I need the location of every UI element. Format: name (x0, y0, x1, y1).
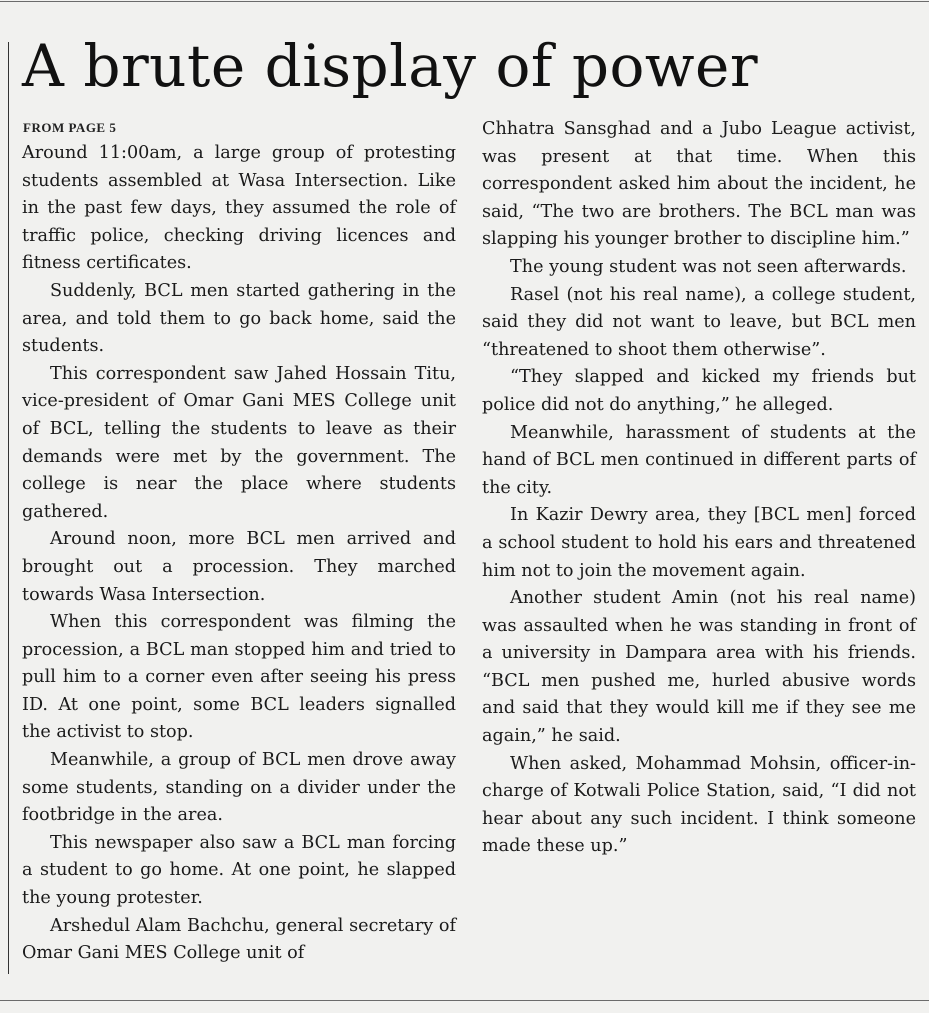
paragraph: Suddenly, BCL men started gathering in the area, and told them to go back home, said the students. (22, 280, 456, 357)
paragraph: Chhatra Sansghad and a Jubo League activist, was present at that time. When this correspondent asked him about the incident, he said, “The two are brothers. The BCL man was slapping his younger brother to discipline him.” (482, 119, 916, 250)
left-column-rule (8, 42, 9, 974)
paragraph: When asked, Mohammad Mohsin, officer-in-charge of Kotwali Police Station, said, “I did not hear about any such incident. I think someone made these up.” (482, 753, 916, 857)
paragraph: Around noon, more BCL men arrived and brought out a procession. They marched towards Wasa Intersection. (22, 529, 456, 605)
paragraph: Meanwhile, harassment of students at the hand of BCL men continued in different parts of the city. (482, 422, 916, 498)
article-column-left (22, 140, 456, 968)
paragraph: Meanwhile, a group of BCL men drove away some students, standing on a divider under the footbridge in the area. (22, 750, 456, 826)
paragraph: Around 11:00am, a large group of protesting students assembled at Wasa Intersection. Like in the past few days, they assumed the role of traffic police, checking driving licences and fitness certificates. (22, 143, 456, 274)
paragraph: This newspaper also saw a BCL man forcing a student to go home. At one point, he slapped the young protester. (22, 832, 456, 909)
paragraph: When this correspondent was filming the procession, a BCL man stopped him and tried to pull him to a corner even after seeing his press ID. At one point, some BCL leaders signalled the activist to stop. (22, 612, 456, 743)
paragraph: The young student was not seen afterwards. (510, 256, 907, 277)
paragraph: Another student Amin (not his real name) was assaulted when he was standing in front of a university in Dampara area with his friends. “BCL men pushed me, hurled abusive words and said that they would kill me if they see me again,” he said. (482, 588, 916, 747)
paragraph: “They slapped and kicked my friends but police did not do anything,” he alleged. (482, 367, 916, 415)
headline: A brute display of power (22, 32, 759, 100)
paragraph: Rasel (not his real name), a college student, said they did not want to leave, but BCL men “threatened to shoot them otherwise”. (482, 284, 916, 360)
paragraph: This correspondent saw Jahed Hossain Titu, vice-president of Omar Gani MES College unit of BCL, telling the students to leave as their demands were met by the government. The college is near the place where students gathered. (22, 363, 456, 522)
bottom-divider (0, 1000, 929, 1001)
top-divider (0, 1, 929, 2)
article-column-right (482, 116, 916, 861)
paragraph: In Kazir Dewry area, they [BCL men] forced a school student to hold his ears and threatened him not to join the movement again. (482, 505, 916, 581)
paragraph: Arshedul Alam Bachchu, general secretary of Omar Gani MES College unit of (22, 915, 456, 964)
continuation-kicker: FROM PAGE 5 (23, 120, 117, 135)
